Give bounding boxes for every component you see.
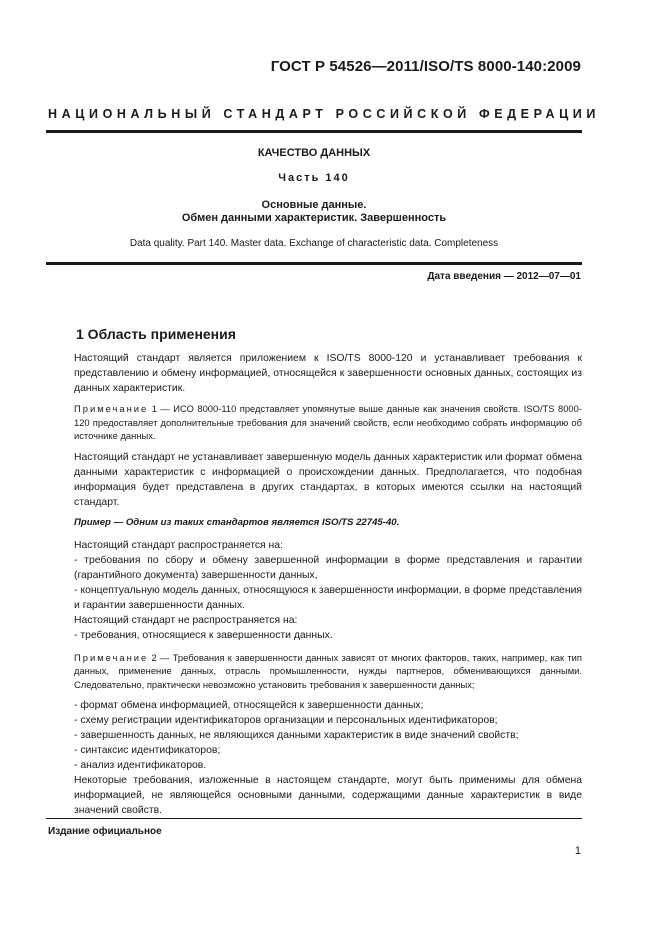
main-title: КАЧЕСТВО ДАННЫХ: [257, 147, 371, 159]
example-note: Пример — Одним из таких стандартов является ISO/TS 22745-40.: [74, 516, 400, 528]
note-2-text: 2 — Требования к завершенности данных зависят от многих факторов, таких, например, как тип данных, применение данных, отрасль промышленности, нужды партнеров, обменивающихся данными. Следовательно, практически невозможно установить требования к завершенности данных;: [74, 651, 582, 690]
note-2: [74, 651, 582, 692]
footer-divider: [46, 818, 582, 819]
national-standard-title: НАЦИОНАЛЬНЫЙ СТАНДАРТ РОССИЙСКОЙ ФЕДЕРАЦИИ: [48, 107, 600, 121]
header-divider: [46, 130, 582, 133]
introduction-date: Дата введения — 2012—07—01: [427, 271, 581, 282]
english-title: Data quality. Part 140. Master data. Exchange of characteristic data. Completeness: [129, 238, 499, 249]
not-applies-intro: Настоящий стандарт не распространяется на:: [74, 614, 298, 626]
part-number: Часть 140: [278, 172, 350, 184]
list-item: - формат обмена информацией, относящейся к завершенности данных;: [74, 700, 424, 711]
subtitle-line-1: Основные данные.: [261, 199, 367, 211]
section-heading: 1 Область применения: [76, 326, 236, 342]
applies-item-2: - концептуальную модель данных, относящуюся к завершенности информации, в форме представления и гарантии завершенности данных.: [74, 584, 582, 611]
edition-label: Издание официальное: [48, 826, 162, 837]
section-body: [74, 351, 582, 824]
paragraph-1: Настоящий стандарт является приложением к ISO/TS 8000-120 и устанавливает требования к представлению и обмену информацией, относящейся к завершенности основных данных, состоящих из данных характеристик.: [74, 353, 582, 394]
note-1: [74, 402, 582, 443]
title-divider: [46, 262, 582, 265]
list-item: - схему регистрации идентификаторов организации и персональных идентификаторов;: [74, 715, 498, 726]
note-2-label: Примечание: [74, 651, 149, 663]
not-applies-item: - требования, относящиеся к завершенности данных.: [74, 629, 333, 641]
page-number: 1: [574, 845, 581, 857]
paragraph-3: Некоторые требования, изложенные в настоящем стандарте, могут быть применимы для обмена информацией, не являющейся основными данными, содержащими данные характеристик в виде значений свойств.: [74, 775, 582, 816]
applies-item-1: - требования по сбору и обмену завершенной информации в форме представления и гарантии (гарантийного документа) завершенности данных,: [74, 554, 582, 581]
subtitle-line-2: Обмен данными характеристик. Завершенность: [181, 212, 447, 224]
note-1-label: Примечание: [74, 403, 149, 414]
paragraph-2: Настоящий стандарт не устанавливает завершенную модель данных характеристик или формат обмена данными характеристик с информацией о происхождении данных. Предполагается, что подобная информация будет представлена в других стандартах, в которых имеются ссылки на настоящий стандарт.: [74, 451, 582, 508]
note-1-text: 1 — ИСО 8000-110 представляет упомянутые выше данные как значения свойств. ISO/TS 8000-120 предоставляет дополнительные требования для значений свойств, если необходимо собрать информацию об источнике данных.: [74, 403, 582, 441]
document-code: ГОСТ Р 54526—2011/ISO/TS 8000-140:2009: [270, 58, 581, 75]
applies-intro: Настоящий стандарт распространяется на:: [74, 539, 283, 551]
list-item: - анализ идентификаторов.: [74, 760, 207, 771]
list-item: - синтаксис идентификаторов;: [74, 745, 221, 756]
list-item: - завершенность данных, не являющихся данными характеристик в виде значений свойств;: [74, 730, 519, 741]
